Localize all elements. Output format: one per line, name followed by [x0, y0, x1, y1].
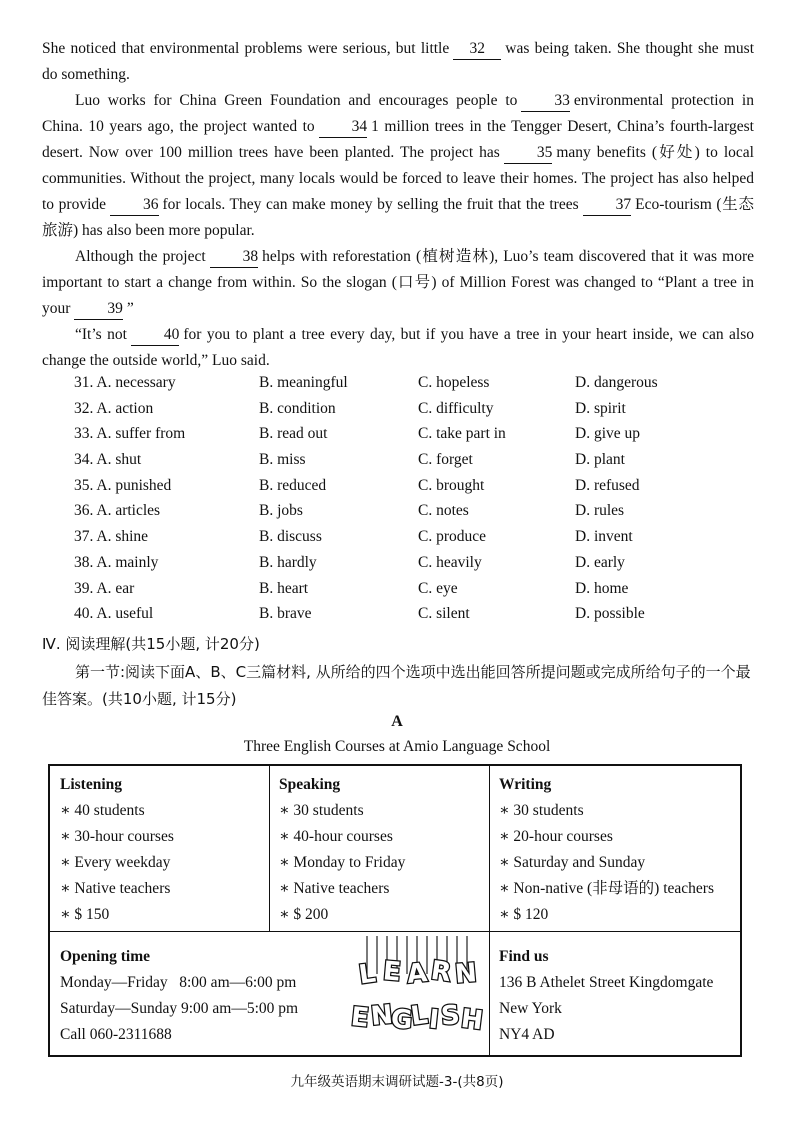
find-us: Find us 136 B Athelet Street Kingdomgate New York NY4 AD	[499, 948, 714, 1043]
svg-text:L: L	[408, 999, 430, 1032]
course-name: Listening	[60, 776, 123, 793]
passage-letter: A	[391, 713, 403, 730]
course-listening: Listening ∗ 40 students ∗ 30-hour courses ∗ Every weekday ∗ Native teachers ∗ $ 150	[50, 766, 269, 934]
svg-text:N: N	[369, 999, 395, 1032]
options-list	[74, 374, 754, 631]
question-35: 35. A. punished B. reduced C. brought D. refused	[74, 476, 640, 494]
svg-text:E: E	[349, 1002, 371, 1034]
blank-35: 35	[504, 143, 553, 164]
passage-para-1: She noticed that environmental problems were serious, but little 32 was being taken. She thought she must do something.	[42, 40, 754, 83]
blank-38: 38	[210, 247, 259, 268]
blank-32: 32	[453, 39, 501, 60]
question-32: 32. A. action B. condition C. difficulty D. spirit	[74, 399, 626, 417]
question-39: 39. A. ear B. heart C. eye D. home	[74, 579, 629, 597]
blank-34: 34	[319, 117, 368, 138]
page-footer: 九年级英语期末调研试题-3-(共8页)	[290, 1074, 504, 1090]
passage-para-2: Luo works for China Green Foundation and encourages people to 33 environmental protection in China. 10 years ago, the project wanted to 34 1 million trees in the Tengger Desert, China’s fourth-largest desert. Now over 100 million trees have been planted. The project has 35 many benefits (好处) to local communities. Without the project, many locals would be forced to leave their homes. The project has also helped to provide 36 for locals. They can make money by selling the fruit that the trees 37 Eco-tourism (生态旅游) has also been more popular.	[42, 92, 754, 239]
svg-text:A: A	[405, 958, 429, 990]
blank-37: 37	[583, 195, 632, 216]
svg-text:L: L	[357, 958, 378, 991]
question-38: 38. A. mainly B. hardly C. heavily D. early	[74, 553, 625, 571]
blank-36: 36	[110, 195, 159, 216]
learn-english-logo	[347, 934, 487, 1044]
section-heading: Ⅳ. 阅读理解(共15小题, 计20分)	[42, 635, 260, 653]
question-37: 37. A. shine B. discuss C. produce D. invent	[74, 528, 633, 546]
question-36: 36. A. articles B. jobs C. notes D. rules	[74, 502, 625, 520]
reading-title: Three English Courses at Amio Language School	[243, 738, 551, 755]
question-33: 33. A. suffer from B. read out C. take part in D. give up	[74, 425, 641, 443]
svg-text:R: R	[429, 955, 454, 989]
courses-table	[48, 764, 742, 1057]
question-31: 31. A. necessary B. meaningful C. hopeless D. dangerous	[74, 374, 658, 391]
course-name: Speaking	[279, 776, 341, 793]
blank-39: 39	[74, 299, 123, 320]
course-speaking: Speaking ∗ 30 students ∗ 40-hour courses ∗ Monday to Friday ∗ Native teachers ∗ $ 200	[269, 766, 489, 934]
svg-text:E: E	[381, 956, 403, 988]
passage-para-4: “It’s not 40 for you to plant a tree every day, but if you have a tree in your heart inside, we can also change the outside world,” Luo said.	[42, 326, 755, 369]
section-instruction: 第一节:阅读下面A、B、C三篇材料, 从所给的四个选项中选出能回答所提问题或完成所给句子的一个最佳答案。(共10小题, 计15分)	[42, 663, 751, 708]
course-writing: Writing ∗ 30 students ∗ 20-hour courses ∗ Saturday and Sunday ∗ Non-native (非母语的) teachers ∗ $ 120	[489, 766, 742, 934]
svg-text:N: N	[453, 958, 479, 990]
course-name: Writing	[499, 776, 552, 793]
blank-33: 33	[521, 91, 570, 112]
question-34: 34. A. shut B. miss C. forget D. plant	[74, 451, 625, 469]
svg-text:I: I	[427, 1004, 441, 1036]
opening-time: Opening time Monday—Friday 8:00 am—6:00 pm Saturday—Sunday 9:00 am—5:00 pm Call 060-2311688	[60, 948, 299, 1043]
question-40: 40. A. useful B. brave C. silent D. possible	[74, 605, 645, 623]
svg-text:H: H	[459, 1003, 485, 1037]
passage-para-3: Although the project 38 helps with reforestation (植树造林), Luo’s team discovered that it was more important to start a change from within. So the slogan (口号) of Million Forest was changed to “Plant a tree in your 39 ”	[42, 244, 754, 322]
svg-text:G: G	[389, 1004, 414, 1036]
blank-40: 40	[131, 325, 180, 346]
svg-text:S: S	[439, 1000, 461, 1032]
